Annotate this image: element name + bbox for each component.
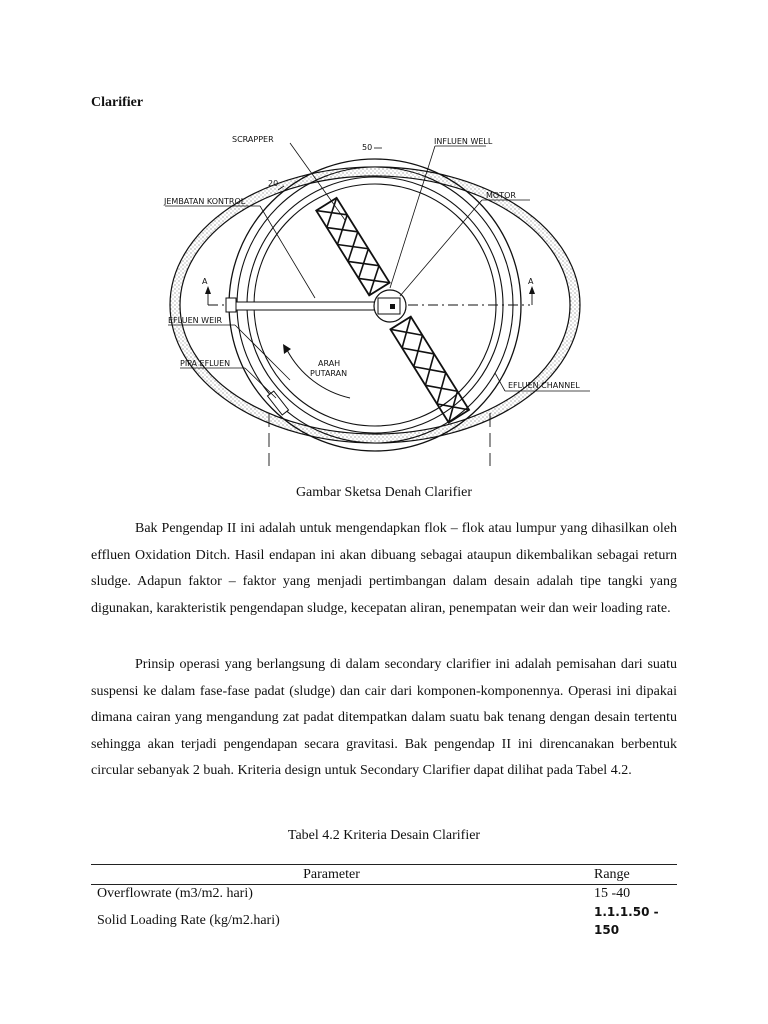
label-pipa-efluen: PIPA EFLUEN: [180, 359, 231, 368]
label-jembatan-kontrol: JEMBATAN KONTROL: [164, 197, 246, 206]
figure-caption: Gambar Sketsa Denah Clarifier: [295, 485, 473, 500]
label-putaran: PUTARAN: [310, 369, 348, 378]
label-dim-20: 20: [268, 179, 279, 188]
label-section-a-left: A: [202, 277, 208, 286]
label-arah: ARAH: [318, 359, 341, 368]
header-parameter: Parameter: [91, 865, 572, 885]
table-header-row: [91, 865, 677, 885]
table-caption: Tabel 4.2 Kriteria Desain Clarifier: [287, 828, 481, 843]
label-influen-well: INFLUEN WELL: [434, 137, 493, 146]
table-row: [91, 903, 677, 939]
label-scrapper: SCRAPPER: [232, 135, 274, 144]
cell-parameter: Overflowrate (m3/m2. hari): [97, 886, 253, 901]
label-efluen-channel: EFLUEN CHANNEL: [508, 381, 580, 390]
paragraph-2: Prinsip operasi yang berlangsung di dalam secondary clarifier ini adalah pemisahan dari suatu suspensi ke dalam fase-fase padat (sludge) dan cair dari komponen-komponennya. Operasi ini dipakai dimana cairan yang mengandung zat padat ditempatkan dalam suatu bak tenang dengan desain tertentu sehingga akan terjadi pengendapan secara gravitasi. Bak pengendap II ini direncanakan berbentuk circular sebanyak 2 buah. Kriteria design untuk Secondary Clarifier dapat dilihat pada Tabel 4.2.: [91, 657, 677, 779]
cell-parameter: Solid Loading Rate (kg/m2.hari): [97, 913, 280, 928]
section-marker-right: [529, 286, 535, 305]
control-bridge: [226, 298, 376, 312]
header-range: Range: [572, 865, 677, 885]
label-motor: MOTOR: [486, 191, 516, 200]
table-row: [91, 885, 677, 904]
cell-range: 1.1.1.50 - 150: [594, 905, 659, 937]
section-heading: Clarifier: [91, 95, 144, 110]
paragraph-1: Bak Pengendap II ini adalah untuk mengendapkan flok – flok atau lumpur yang dihasilkan oleh effluen Oxidation Ditch. Hasil endapan ini akan dibuang sebagai ataupun dikembalikan sebagai return sludge. Adapun faktor – faktor yang menjadi pertimbangan dalam desain adalah tipe tangki yang digunakan, karakteristik pengendapan sludge, kecepatan aliran, penempatan weir dan weir loading rate.: [91, 521, 677, 616]
label-section-a-right: A: [528, 277, 534, 286]
clarifier-sketch: [150, 128, 600, 473]
rotation-arrowhead: [283, 344, 291, 354]
label-efluen-weir: EFLUEN WEIR: [168, 316, 223, 325]
criteria-table: [91, 864, 677, 939]
cell-range: 15 -40: [594, 886, 631, 901]
label-dim-50: 50: [362, 143, 373, 152]
clarifier-drawing: [150, 128, 600, 473]
effluent-pipe: [267, 391, 288, 415]
section-marker-left: [205, 286, 211, 305]
